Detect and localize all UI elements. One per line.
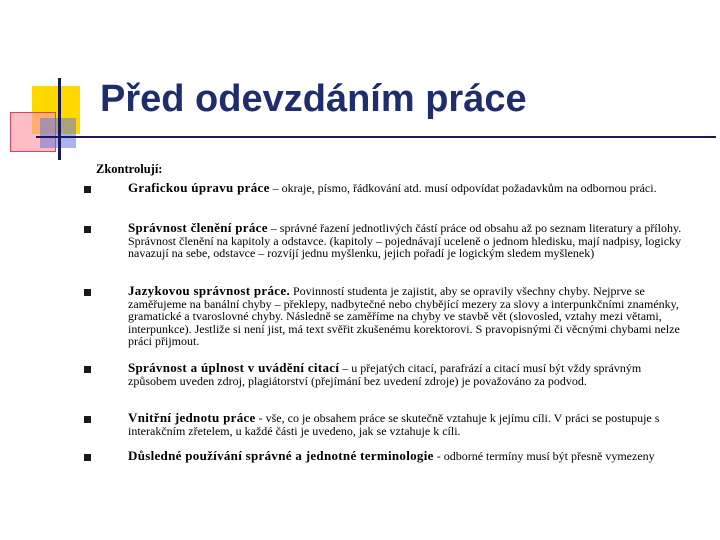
list-item-body: - vše, co je obsahem práce se skutečně vztahuje k jejímu cíli. V práci se postupuje s interakčním zřetelem, u každé části je uvedeno, jak se vztahuje k cíli. [128,411,660,438]
list-item-body: – okraje, písmo, řádkování atd. musí odpovídat požadavkům na odbornou práci. [269,181,657,195]
list-item-heading: Grafickou úpravu práce [128,180,270,195]
list-item-heading: Důsledné používání správné a jednotné terminologie [128,448,434,463]
list-item-heading: Správnost a úplnost v uvádění citací [128,360,340,375]
list-item-text [128,285,692,348]
title-underline [36,136,716,138]
bullet-square-icon [84,186,91,193]
list-item-text [128,222,692,260]
list-item-text [128,362,692,387]
bullet-square-icon [84,289,91,296]
list-item-text [128,450,692,463]
slide-title: Před odevzdáním práce [100,78,527,120]
list-item-body: - odborné termíny musí být přesně vymezeny [433,449,655,463]
list-item-body: – správné řazení jednotlivých částí práce od obsahu až po seznam literatury a přílohy. Správnost členění na kapitoly a odstavce. (kapitoly – pojednávají uceleně o jednom hledisku, mají nadpisy, logicky navazují na sebe, odstavce – rozvíjí jednu myšlenku, jejich pořadí je logickým sledem myšlenek) [128,221,682,260]
bullet-square-icon [84,454,91,461]
list-item-text [128,182,692,195]
intro-label: Zkontrolují: [96,162,163,176]
list-item-text [128,412,692,437]
list-item-heading: Jazykovou správnost práce. [128,283,290,298]
list-item-heading: Správnost členění práce [128,220,268,235]
list-item-heading: Vnitřní jednotu práce [128,410,256,425]
bullet-square-icon [84,416,91,423]
bullet-square-icon [84,226,91,233]
decor-vertical-line [58,78,61,160]
list-item-body: – u přejatých citací, parafrází a citací musí být vždy správným způsobem uveden zdroj, plagiátorství (přejímání bez uvedení zdroje) je považováno za podvod. [128,361,642,388]
list-item-body: Povinností studenta je zajistit, aby se opravily všechny chyby. Nejprve se zaměřujeme na banální chyby – překlepy, nadbytečné nebo chybějící mezery za slovy a interpunkčními znaménky, gramatické a tvaroslovné chyby. Následně se zaměříme na chyby ve stavbě vět (slovosled, vztahy mezi větami, interpunkce). Jestliže si není jist, má text svěřit zkušenému korektorovi. S pravopisnými či věcnými chybami nelze práci přijmout. [128,284,680,348]
bullet-square-icon [84,366,91,373]
